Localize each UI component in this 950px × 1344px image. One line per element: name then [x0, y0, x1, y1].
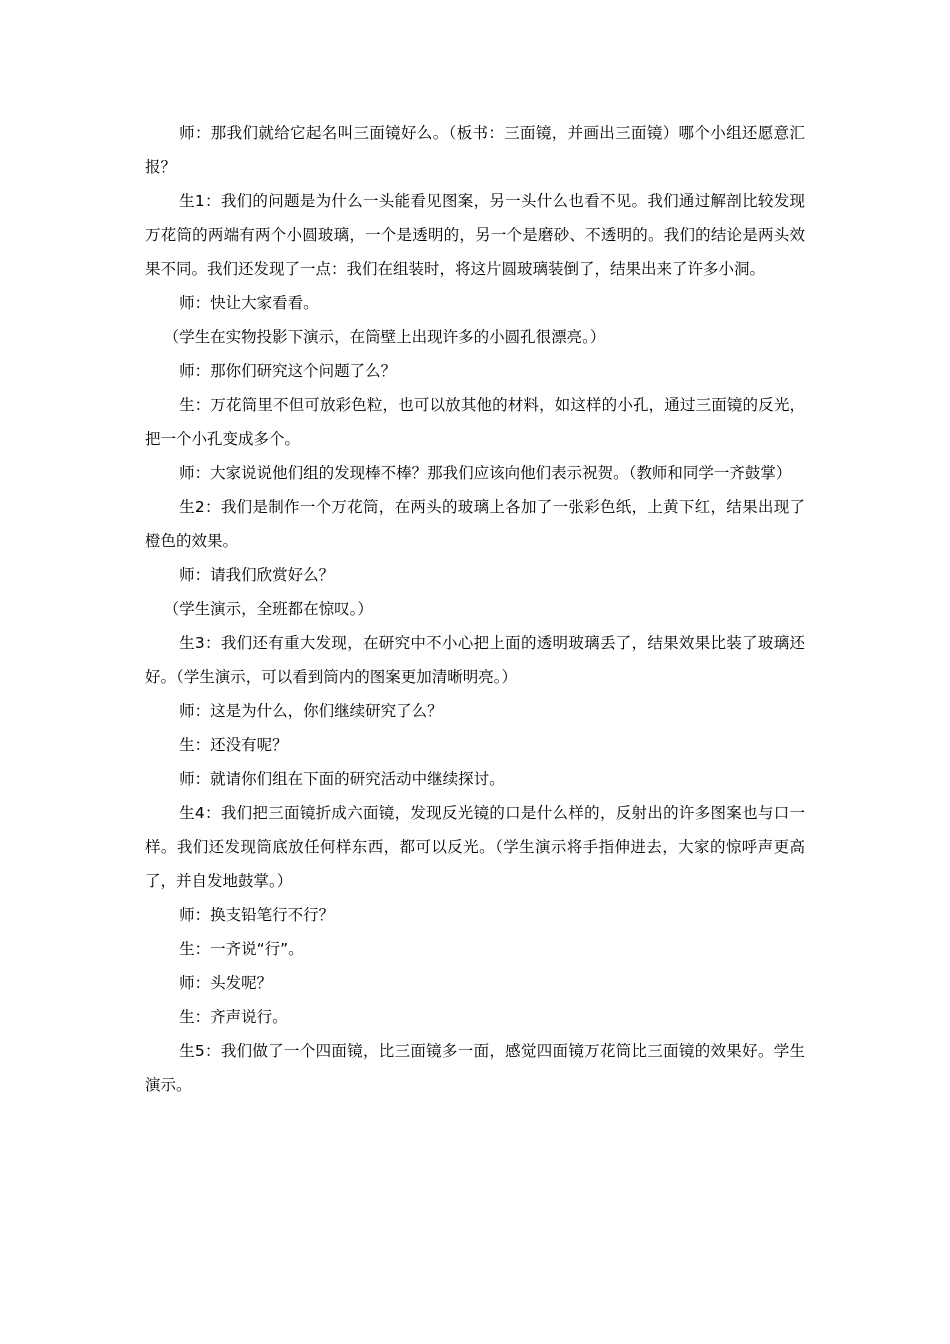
paragraph: 生1：我们的问题是为什么一头能看见图案，另一头什么也看不见。我们通过解剖比较发现万花筒的两端有两个小圆玻璃，一个是透明的，另一个是磨砂、不透明的。我们的结论是两头效果不同。我们还发现了一点：我们在组装时，将这片圆玻璃装倒了，结果出来了许多小洞。 — [145, 192, 805, 278]
paragraph: 师：请我们欣赏好么？ — [179, 566, 335, 584]
paragraph: 生3：我们还有重大发现，在研究中不小心把上面的透明玻璃丢了，结果效果比装了玻璃还好。（学生演示，可以看到筒内的图案更加清晰明亮。） — [145, 634, 805, 686]
paragraph: 师：头发呢？ — [179, 974, 273, 992]
paragraph: 师：快让大家看看。 — [179, 294, 319, 312]
paragraph: 生：一齐说“行”。 — [179, 940, 304, 958]
paragraph: 师：那你们研究这个问题了么？ — [179, 362, 397, 380]
document-body — [145, 116, 805, 1102]
paragraph: 生：齐声说行。 — [179, 1008, 288, 1026]
paragraph: 师：这是为什么，你们继续研究了么？ — [179, 702, 443, 720]
paragraph: 生2：我们是制作一个万花筒，在两头的玻璃上各加了一张彩色纸，上黄下红，结果出现了橙色的效果。 — [145, 498, 805, 550]
paragraph: 生5：我们做了一个四面镜，比三面镜多一面，感觉四面镜万花筒比三面镜的效果好。学生演示。 — [145, 1042, 805, 1094]
paragraph: 生：还没有呢？ — [179, 736, 288, 754]
paragraph: 师：就请你们组在下面的研究活动中继续探讨。 — [179, 770, 505, 788]
paragraph: 师：大家说说他们组的发现棒不棒？那我们应该向他们表示祝贺。（教师和同学一齐鼓掌） — [179, 464, 792, 482]
paragraph: 师：那我们就给它起名叫三面镜好么。（板书：三面镜，并画出三面镜）哪个小组还愿意汇报？ — [145, 124, 805, 176]
paragraph: （学生在实物投影下演示，在筒壁上出现许多的小圆孔很漂亮。） — [163, 328, 606, 346]
paragraph: 师：换支铅笔行不行？ — [179, 906, 335, 924]
paragraph: （学生演示，全班都在惊叹。） — [163, 600, 373, 618]
paragraph: 生：万花筒里不但可放彩色粒，也可以放其他的材料，如这样的小孔，通过三面镜的反光，把一个小孔变成多个。 — [145, 396, 805, 448]
paragraph: 生4：我们把三面镜折成六面镜，发现反光镜的口是什么样的，反射出的许多图案也与口一样。我们还发现筒底放任何样东西，都可以反光。（学生演示将手指伸进去，大家的惊呼声更高了，并自发地鼓掌。） — [145, 804, 805, 890]
